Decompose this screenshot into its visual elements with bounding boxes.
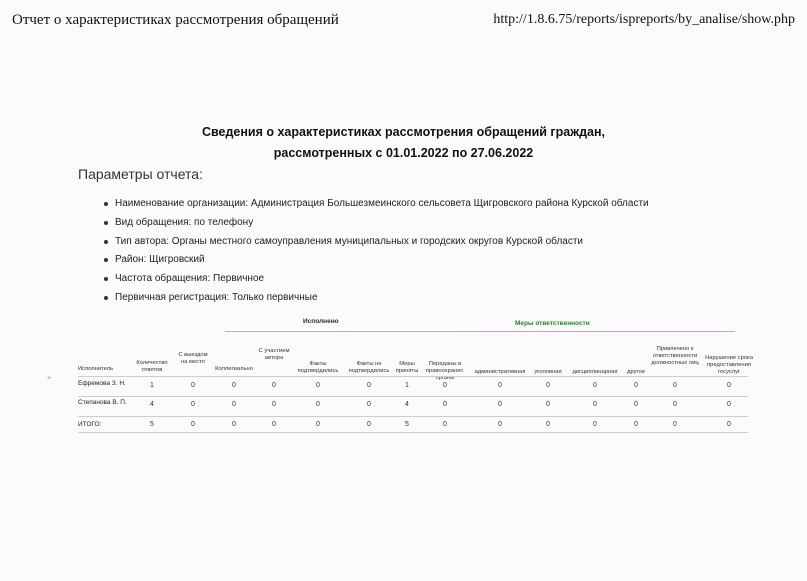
table-cell: 0 — [498, 421, 502, 428]
col-header-criminal: уголовная — [534, 369, 562, 375]
table-cell: 0 — [272, 401, 276, 408]
table-cell: 0 — [546, 382, 550, 389]
col-header-onsite: С выездом на место — [178, 352, 208, 365]
table-cell: 0 — [634, 421, 638, 428]
col-header-executor: Исполнитель — [78, 366, 114, 372]
group-header-executed: Исполнено — [303, 318, 339, 325]
row-total-label: ИТОГО: — [78, 421, 102, 428]
param-appeal-type: Вид обращения: по телефону — [100, 216, 649, 235]
table-cell: 0 — [593, 382, 597, 389]
col-header-transferred: Переданы в правоохранит. органы — [425, 361, 465, 381]
table-cell: 0 — [498, 382, 502, 389]
table-cell: 0 — [316, 382, 320, 389]
page-title — [0, 122, 807, 164]
header-divider — [78, 376, 748, 377]
table-cell: 4 — [405, 401, 409, 408]
table-cell: 0 — [232, 382, 236, 389]
params-list — [100, 197, 649, 310]
table-cell: 0 — [367, 401, 371, 408]
col-header-facts-confirmed: Факты подтвердились — [297, 361, 339, 374]
table-cell: 5 — [405, 421, 409, 428]
table-cell: 0 — [634, 401, 638, 408]
table-cell: 0 — [367, 382, 371, 389]
table-cell: 0 — [727, 421, 731, 428]
table-cell: 0 — [232, 401, 236, 408]
report-url[interactable]: http://1.8.6.75/reports/ispreports/by_analise/show.php — [493, 12, 795, 27]
table-cell: 0 — [443, 401, 447, 408]
group-divider — [465, 331, 735, 332]
group-header-measures: Меры ответственности — [515, 320, 590, 327]
param-registration: Первичная регистрация: Только первичные — [100, 291, 649, 310]
table-cell: 0 — [443, 421, 447, 428]
table-cell: 0 — [191, 421, 195, 428]
col-header-with-author: С участием автора — [258, 348, 290, 361]
param-author-type: Тип автора: Органы местного самоуправления муниципальных и городских округов Курской области — [100, 235, 649, 254]
param-organization: Наименование организации: Администрация Большезмеинского сельсовета Щигровского района Курской области — [100, 197, 649, 216]
table-cell: 0 — [593, 401, 597, 408]
table-cell: 0 — [546, 401, 550, 408]
col-header-facts-not-confirmed: Факты не подтвердились — [348, 361, 390, 374]
table-cell: 0 — [232, 421, 236, 428]
col-header-answers: Количество ответов — [136, 360, 168, 373]
param-frequency: Частота обращения: Первичное — [100, 272, 649, 291]
row-divider — [78, 396, 748, 397]
table-cell: 0 — [673, 401, 677, 408]
table-cell: 0 — [593, 421, 597, 428]
table-cell: 0 — [673, 382, 677, 389]
margin-marker: + — [47, 375, 52, 382]
row-divider — [78, 416, 748, 417]
table-cell: 0 — [191, 382, 195, 389]
row-executor-name: Степанова В. П. — [78, 399, 127, 406]
col-header-disciplinary: дисциплинарная — [572, 369, 618, 375]
title-line-1: Сведения о характеристиках рассмотрения обращений граждан, — [201, 125, 606, 139]
table-cell: 0 — [634, 382, 638, 389]
table-cell: 1 — [405, 382, 409, 389]
table-cell: 0 — [727, 401, 731, 408]
table-cell: 0 — [498, 401, 502, 408]
table-cell: 0 — [673, 421, 677, 428]
params-heading: Параметры отчета: — [78, 166, 203, 182]
table-cell: 0 — [316, 421, 320, 428]
col-header-measures-taken: Меры приняты — [395, 361, 419, 374]
table-cell: 0 — [367, 421, 371, 428]
table-cell: 0 — [443, 382, 447, 389]
table-cell: 5 — [150, 421, 154, 428]
table-cell: 4 — [150, 401, 154, 408]
table-cell: 0 — [727, 382, 731, 389]
title-line-2: рассмотренных с 01.01.2022 по 27.06.2022 — [273, 146, 534, 160]
col-header-collegial: Коллегиально — [215, 366, 253, 372]
row-divider — [78, 432, 748, 433]
table-cell: 0 — [191, 401, 195, 408]
table-cell: 0 — [272, 382, 276, 389]
col-header-administrative: административная — [474, 369, 526, 375]
col-header-other: другое — [627, 369, 645, 375]
table-cell: 0 — [546, 421, 550, 428]
param-district: Район: Щигровский — [100, 253, 649, 272]
table-cell: 0 — [316, 401, 320, 408]
row-executor-name: Ефремова З. Н. — [78, 380, 126, 387]
group-divider — [225, 331, 465, 332]
table-cell: 1 — [150, 382, 154, 389]
report-window-title: Отчет о характеристиках рассмотрения обращений — [12, 12, 339, 28]
table-cell: 0 — [272, 421, 276, 428]
col-header-officials-punished: Привлечено к ответственности должностных лиц — [651, 346, 699, 366]
col-header-deadline-violation: Нарушение срока предоставления госуслуг — [705, 355, 753, 375]
